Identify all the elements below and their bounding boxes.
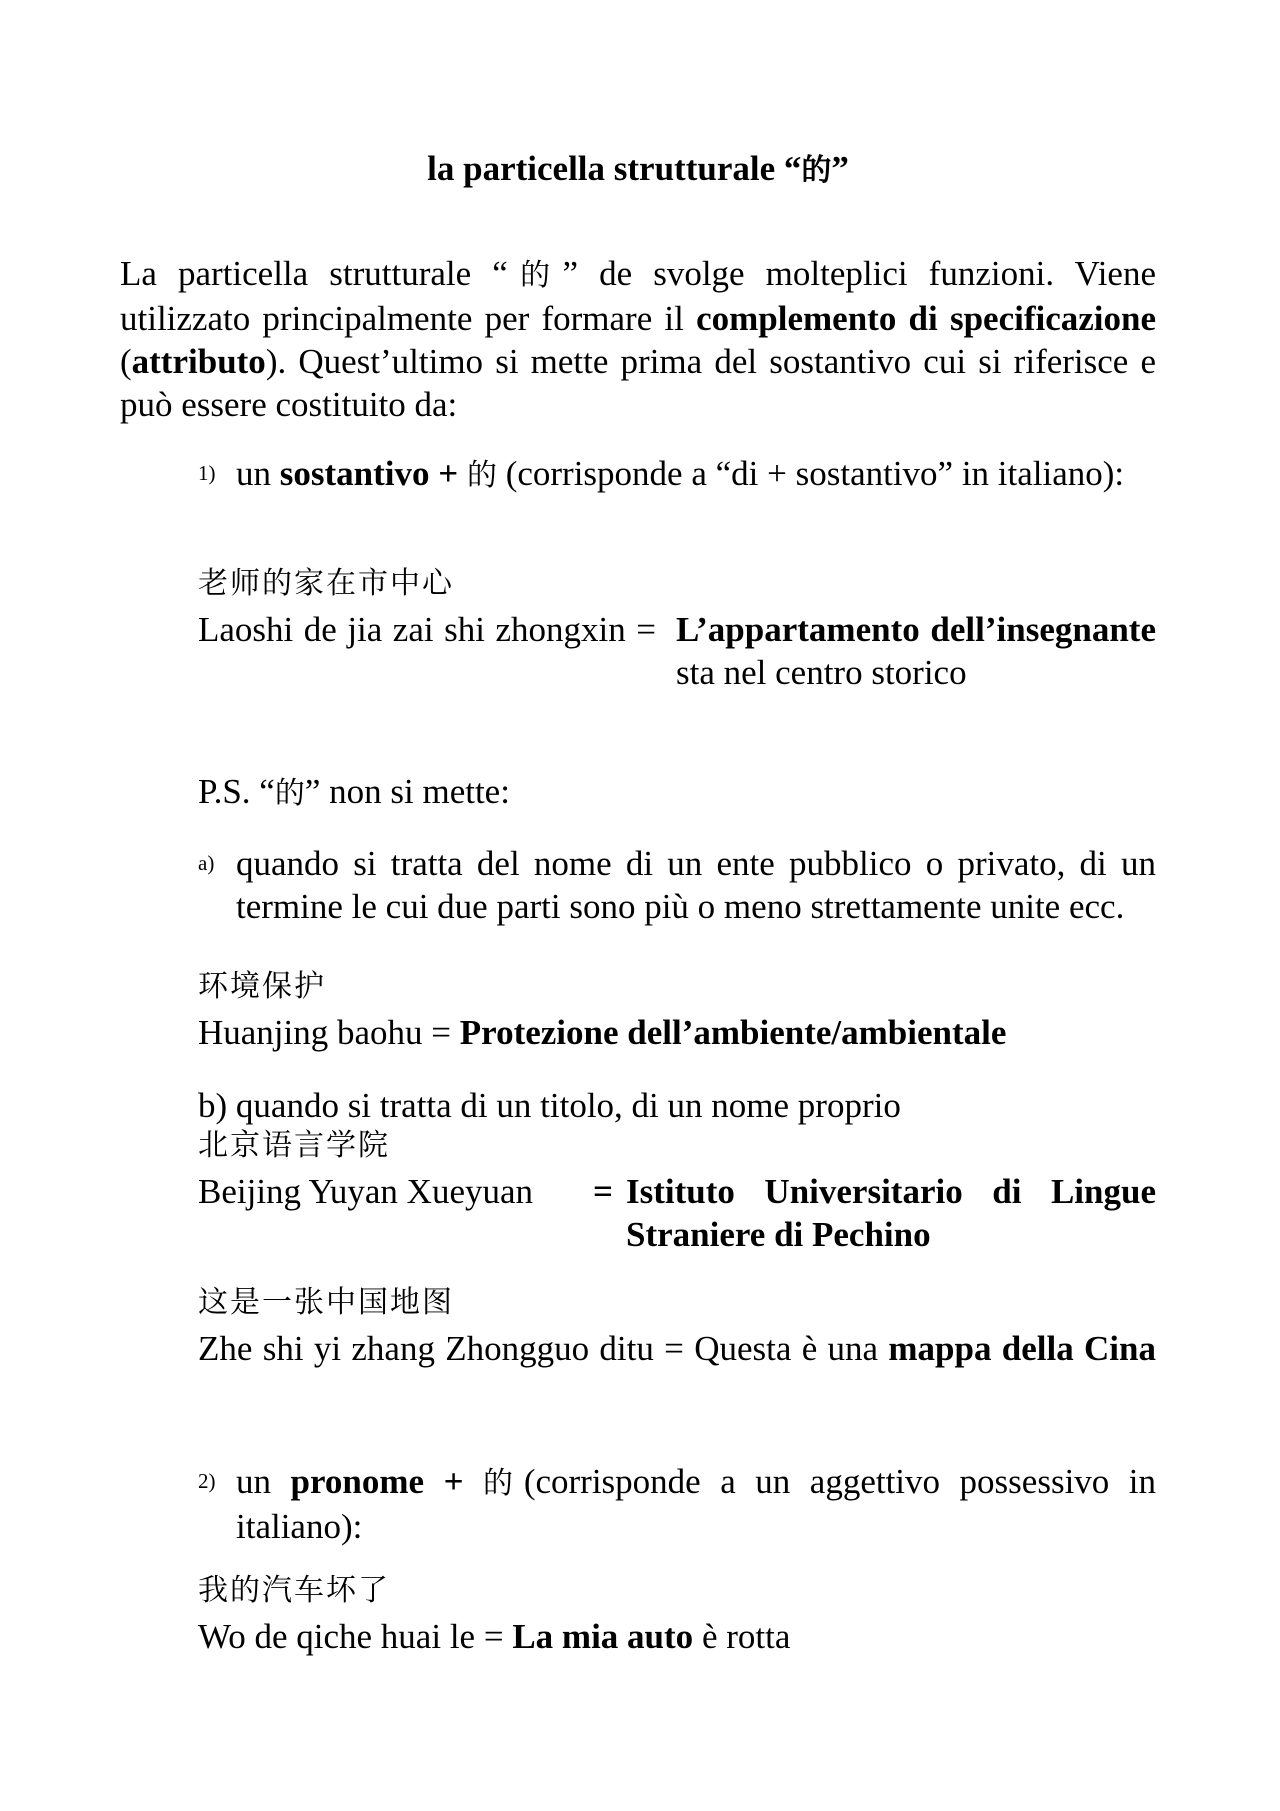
ps-note	[198, 770, 1156, 815]
list-item-text: b) quando si tratta di un titolo, di un nome proprio	[198, 1086, 901, 1125]
intro-bold-1: complemento di specificazione	[696, 299, 1156, 338]
title-text: la particella strutturale “	[427, 149, 802, 188]
item1-bold: sostantivo +	[279, 454, 459, 493]
example-pinyin	[198, 1170, 593, 1213]
ps-text-2: ” non si mette:	[304, 772, 510, 811]
ps-char: 的	[274, 776, 305, 811]
example-translation	[676, 608, 1156, 694]
example-hanzi: 环境保护	[198, 969, 326, 1004]
translation-bold: mappa della Cina	[888, 1329, 1156, 1368]
example-line	[198, 1170, 1156, 1254]
item2-text-2: (corrisponde a un aggettivo possessivo in italiano):	[236, 1462, 1157, 1546]
page-title	[120, 147, 1156, 192]
list-item-2	[198, 1460, 1156, 1548]
example-2	[198, 968, 1156, 1054]
item2-text-1: un	[236, 1462, 291, 1501]
example-hanzi: 这是一张中国地图	[198, 1285, 454, 1320]
list-item-b	[198, 1084, 1156, 1127]
intro-text-1: La particella strutturale “	[120, 254, 508, 293]
item1-text-2: (corrisponde a “di + sostantivo” in italiano):	[496, 454, 1125, 493]
example-line	[198, 1011, 1156, 1054]
pinyin-text: Beijing Yuyan Xueyuan	[198, 1172, 534, 1211]
example-5	[198, 1572, 1156, 1658]
example-pinyin	[198, 608, 656, 651]
pinyin-word: zhongxin	[495, 610, 626, 649]
example-3	[198, 1127, 1156, 1254]
translation-text: è rotta	[693, 1617, 791, 1656]
translation-bold: Protezione dell’ambiente/ambientale	[459, 1013, 1007, 1052]
list-item-a	[198, 842, 1156, 928]
translation-bold: Istituto Universitario di Lingue Straniere di Pechino	[626, 1172, 1156, 1254]
list-item-1	[198, 452, 1156, 497]
intro-text-4: ). Quest’ultimo si mette prima del sostantivo cui si riferisce e può essere costituito da:	[120, 342, 1156, 424]
item1-char: 的	[466, 458, 497, 493]
example-1	[198, 565, 1156, 692]
example-pinyin: Huanjing baohu =	[198, 1013, 460, 1052]
example-hanzi: 我的汽车坏了	[198, 1573, 390, 1608]
equals-sign: =	[593, 1172, 613, 1211]
title-quote: ”	[831, 149, 849, 188]
intro-text-2: ” de svolge molteplici funzioni. Viene utilizzato principalmente per formare il	[120, 254, 1156, 338]
equals-sign: =	[636, 610, 656, 649]
list-marker: a)	[198, 851, 215, 875]
example-hanzi: 老师的家在市中心	[198, 566, 454, 601]
list-marker: 2)	[198, 1469, 216, 1493]
item2-char: 的	[483, 1466, 524, 1501]
example-hanzi: 北京语言学院	[198, 1128, 390, 1163]
example-translation	[626, 1170, 1156, 1256]
item2-bold: pronome +	[290, 1462, 464, 1501]
item1-text-1: un	[236, 454, 280, 493]
title-char: 的	[801, 153, 832, 188]
example-pinyin: Zhe shi yi zhang Zhongguo ditu = Questa è una	[198, 1329, 889, 1368]
example-4	[198, 1284, 1156, 1370]
translation-bold: La mia auto	[512, 1617, 694, 1656]
example-line	[198, 1327, 1156, 1370]
example-line	[198, 608, 1156, 692]
list-item-text: quando si tratta del nome di un ente pubblico o privato, di un termine le cui due parti sono più o meno strettamente unite ecc.	[236, 844, 1156, 926]
intro-bold-2: attributo	[131, 342, 266, 381]
intro-char: 的	[507, 258, 563, 293]
translation-text: sta nel centro storico	[676, 653, 967, 692]
list-marker: 1)	[198, 461, 216, 485]
intro-paragraph	[120, 252, 1156, 426]
pinyin-word: zai	[392, 610, 434, 649]
pinyin-word: jia	[347, 610, 383, 649]
intro-text-3: (	[120, 342, 132, 381]
pinyin-word: de	[303, 610, 337, 649]
pinyin-word: shi	[444, 610, 485, 649]
example-line	[198, 1615, 1156, 1658]
translation-bold: L’appartamento dell’insegnante	[676, 610, 1156, 649]
list-item-text	[236, 1460, 1156, 1548]
ps-text-1: P.S. “	[198, 772, 275, 811]
pinyin-word: Laoshi	[198, 610, 294, 649]
example-pinyin: Wo de qiche huai le =	[198, 1617, 513, 1656]
list-item-text	[236, 452, 1156, 497]
